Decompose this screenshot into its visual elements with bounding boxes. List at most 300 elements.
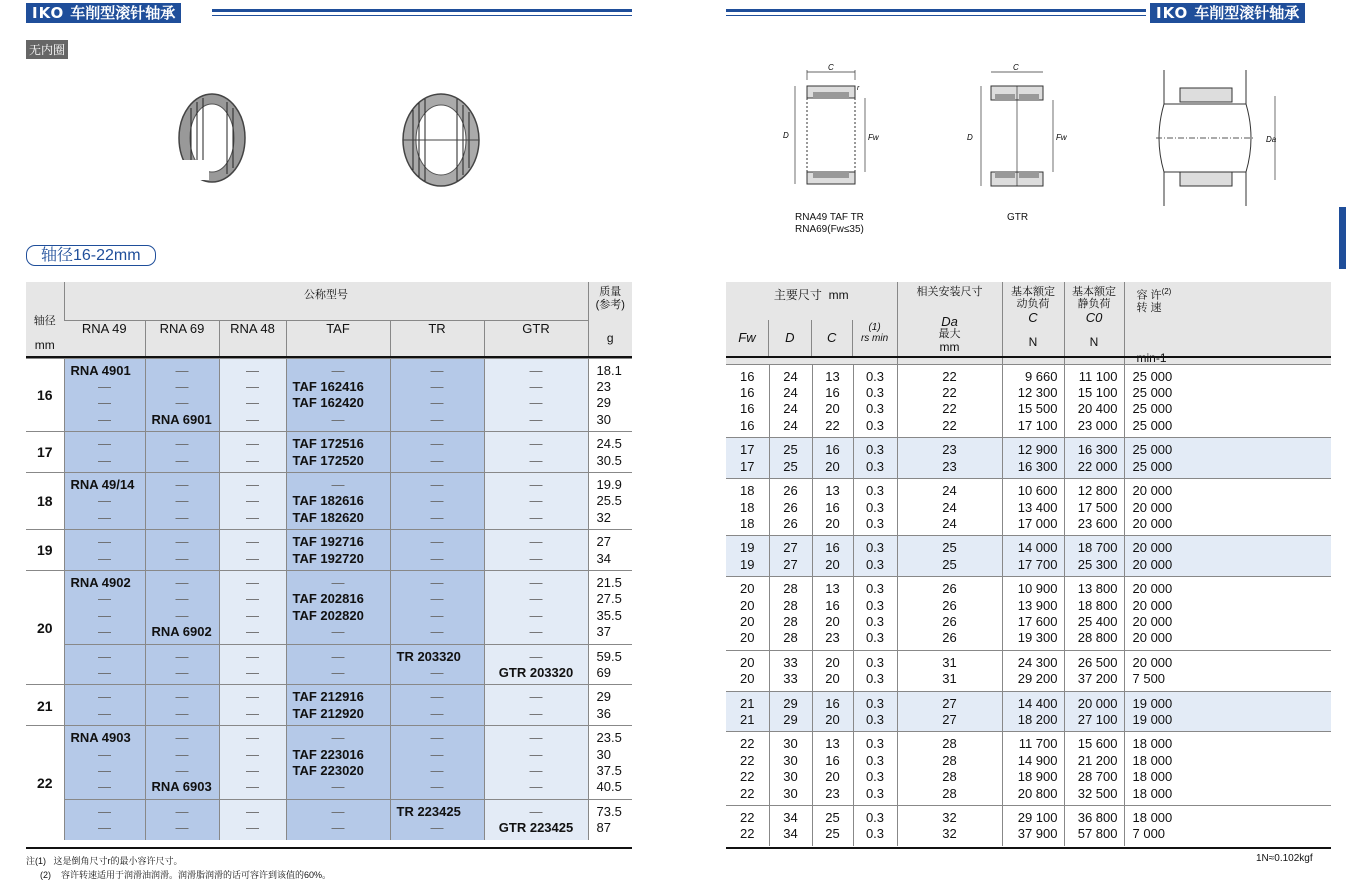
value: 26 — [942, 630, 957, 646]
value: 20 — [825, 671, 840, 687]
value: — — [529, 648, 543, 664]
left-header-rule — [26, 356, 632, 358]
value: 25 000 — [1132, 385, 1173, 401]
cell-mass — [588, 358, 632, 432]
value: — — [175, 705, 189, 721]
value: — — [430, 763, 444, 779]
value: — — [246, 574, 259, 590]
mass-sub: (参考) — [595, 299, 625, 311]
value: 19 — [740, 556, 755, 572]
value: — — [246, 591, 259, 607]
cell-rna49 — [64, 358, 145, 432]
mass-value: 59.5 — [596, 648, 622, 664]
value: 29 — [783, 711, 798, 727]
header-fw: Fw — [726, 320, 769, 358]
value: 13 — [825, 483, 840, 499]
value: — — [175, 509, 189, 525]
dyn-unit: N — [1028, 335, 1038, 349]
value: 25 — [825, 810, 840, 825]
value: 0.3 — [865, 769, 885, 785]
value: — — [175, 452, 189, 468]
value: 20 — [825, 654, 840, 670]
value: — — [331, 574, 345, 590]
cell-rna49 — [64, 685, 145, 726]
stat-unit: N — [1089, 335, 1099, 349]
value: 10 600 — [1017, 483, 1058, 499]
value: 16 — [740, 368, 755, 384]
value: 0.3 — [865, 736, 885, 752]
cell-col-1 — [769, 438, 812, 479]
header-shaft — [26, 282, 64, 358]
value: 18 000 — [1132, 785, 1173, 801]
value: 26 500 — [1077, 654, 1118, 670]
cell-col-2 — [812, 732, 853, 806]
value: — — [529, 746, 543, 762]
caption-line-1: RNA49 TAF TR — [795, 212, 864, 223]
cell-col-1 — [769, 650, 812, 691]
value: 0.3 — [865, 785, 885, 801]
cell-col-4 — [897, 438, 1002, 479]
value: 32 — [942, 826, 957, 842]
value: 13 — [825, 581, 840, 597]
cell-col-6 — [1064, 364, 1124, 438]
c-sym: C — [1028, 310, 1038, 325]
value: — — [98, 550, 111, 566]
side-index-tab — [1339, 207, 1346, 269]
value: — — [430, 362, 444, 378]
value: TR 223425 — [396, 803, 461, 819]
value: 20 000 — [1132, 483, 1173, 499]
mass-value: 27 — [596, 534, 611, 550]
value: 19 300 — [1017, 630, 1058, 646]
cell-rna49 — [64, 570, 145, 644]
cell-rna69 — [145, 644, 219, 685]
header-rule-left — [212, 9, 632, 16]
value: 12 300 — [1017, 385, 1058, 401]
value: 16 300 — [1077, 442, 1118, 458]
value: — — [529, 362, 543, 378]
table-row — [726, 479, 1331, 536]
footnote-2-mark: (2) — [40, 870, 51, 880]
cell-col-5 — [1002, 364, 1064, 438]
cell-rna69 — [145, 530, 219, 571]
value: — — [529, 436, 543, 452]
cell-taf — [286, 358, 390, 432]
value: 25 — [783, 458, 798, 474]
value: — — [331, 362, 345, 378]
value: — — [430, 493, 444, 509]
header-dynamic — [1002, 282, 1064, 364]
value: — — [430, 820, 444, 836]
value: — — [529, 395, 543, 411]
cell-gtr — [484, 530, 588, 571]
value: 32 — [942, 810, 957, 825]
value: — — [331, 730, 345, 746]
value: — — [331, 779, 345, 795]
value: 28 800 — [1077, 630, 1118, 646]
value: 37 900 — [1017, 826, 1058, 842]
value: 20 000 — [1132, 630, 1173, 646]
mass-value: 30 — [596, 411, 611, 427]
table-row — [726, 536, 1331, 577]
cell-rna48 — [219, 570, 286, 644]
cell-col-0 — [726, 806, 769, 846]
main-dims-unit: mm — [828, 288, 849, 302]
value: 15 600 — [1077, 736, 1118, 752]
value: — — [246, 436, 259, 452]
value: 20 000 — [1132, 540, 1173, 556]
section-drawing-gtr — [963, 62, 1073, 190]
cell-mass — [588, 726, 632, 800]
cell-col-7 — [1124, 691, 1331, 732]
value: 27 — [942, 711, 957, 727]
value: — — [430, 395, 444, 411]
value: 27 — [942, 695, 957, 711]
value: 16 — [825, 385, 840, 401]
header-static — [1064, 282, 1124, 364]
speed-note: (2) — [1161, 287, 1172, 296]
value: — — [529, 452, 543, 468]
value: — — [98, 395, 111, 411]
mass-value: 73.5 — [596, 803, 622, 819]
value: — — [430, 534, 444, 550]
value: — — [529, 534, 543, 550]
value: 31 — [942, 671, 957, 687]
mass-value: 87 — [596, 820, 611, 836]
value: 23 600 — [1077, 515, 1118, 531]
bore-range-label: 轴径16-22mm — [26, 245, 156, 266]
value: 28 — [942, 752, 957, 768]
cell-col-2 — [812, 691, 853, 732]
cell-col-3 — [853, 691, 897, 732]
cell-rna49 — [64, 799, 145, 839]
value: 14 900 — [1017, 752, 1058, 768]
value: — — [331, 820, 345, 836]
value: 15 100 — [1077, 385, 1118, 401]
value: 20 — [740, 581, 755, 597]
header-nominal: 公称型号 — [64, 282, 588, 320]
value: 20 — [825, 515, 840, 531]
cell-col-7 — [1124, 438, 1331, 479]
value: 15 500 — [1017, 401, 1058, 417]
cell-col-2 — [812, 577, 853, 651]
value: 16 — [825, 752, 840, 768]
value: 22 000 — [1077, 458, 1118, 474]
value: 20 000 — [1132, 654, 1173, 670]
cell-col-7 — [1124, 650, 1331, 691]
cell-rna49 — [64, 644, 145, 685]
drawing-caption-left — [795, 212, 864, 236]
value: — — [430, 607, 444, 623]
value: GTR 203320 — [498, 665, 574, 680]
value: TAF 212916 — [292, 689, 364, 705]
value: — — [430, 665, 444, 680]
value: — — [175, 763, 189, 779]
value: 24 — [942, 483, 957, 499]
col-rna69: RNA 69 — [145, 320, 219, 358]
value: 25 000 — [1132, 368, 1173, 384]
value: 0.3 — [865, 499, 885, 515]
cell-rna69 — [145, 799, 219, 839]
cell-col-7 — [1124, 479, 1331, 536]
cell-rna49 — [64, 726, 145, 800]
footnote-1-mark: 注(1) — [26, 856, 46, 866]
value: — — [175, 689, 189, 705]
value: 18 000 — [1132, 810, 1173, 825]
cell-col-0 — [726, 536, 769, 577]
cell-col-1 — [769, 536, 812, 577]
cell-col-0 — [726, 438, 769, 479]
value: 0.3 — [865, 752, 885, 768]
dim-fw-label: Fw — [1056, 133, 1067, 142]
value: TAF 162420 — [292, 395, 364, 411]
value: — — [98, 624, 111, 640]
value: 19 000 — [1132, 711, 1173, 727]
value: — — [331, 476, 345, 492]
cell-col-2 — [812, 479, 853, 536]
value: 0.3 — [865, 826, 885, 842]
value: 34 — [783, 826, 798, 842]
value: 25 300 — [1077, 556, 1118, 572]
table-row — [26, 726, 632, 800]
value: 25 — [825, 826, 840, 842]
value: 20 000 — [1132, 556, 1173, 572]
value: 20 800 — [1017, 785, 1058, 801]
value: 12 800 — [1077, 483, 1118, 499]
value: — — [98, 705, 111, 721]
mass-value: 30 — [596, 746, 611, 762]
table-row — [26, 570, 632, 644]
cell-col-4 — [897, 732, 1002, 806]
cell-tr — [390, 570, 484, 644]
cell-gtr — [484, 570, 588, 644]
value: GTR 223425 — [498, 820, 574, 836]
value: 29 200 — [1017, 671, 1058, 687]
value: — — [175, 665, 189, 680]
shaft-diameter: 22 — [26, 726, 64, 840]
cell-taf — [286, 432, 390, 473]
header-mass — [588, 282, 632, 358]
value: 31 — [942, 654, 957, 670]
value: — — [175, 493, 189, 509]
main-dims-sub — [726, 320, 897, 358]
value: 22 — [740, 785, 755, 801]
value: 0.3 — [865, 695, 885, 711]
caption-line-2: RNA69(Fw≤35) — [795, 224, 864, 235]
cell-rna69 — [145, 358, 219, 432]
value: 17 100 — [1017, 417, 1058, 433]
value: — — [175, 550, 189, 566]
col-tr: TR — [390, 320, 484, 358]
value: 16 — [825, 442, 840, 458]
cell-tr — [390, 685, 484, 726]
value: 27 100 — [1077, 711, 1118, 727]
value: 7 000 — [1132, 826, 1166, 842]
value: 22 — [740, 769, 755, 785]
value: 0.3 — [865, 810, 885, 825]
value: 28 — [783, 630, 798, 646]
value: — — [331, 665, 345, 680]
value: — — [430, 624, 444, 640]
header-d: D — [769, 320, 812, 358]
mass-value: 23 — [596, 378, 611, 394]
shaft-label: 轴径 — [33, 315, 56, 327]
value: 28 — [783, 581, 798, 597]
cell-rna69 — [145, 570, 219, 644]
value: 17 600 — [1017, 613, 1058, 629]
value: 18 000 — [1132, 736, 1173, 752]
cell-col-5 — [1002, 732, 1064, 806]
left-bottom-rule — [26, 847, 632, 849]
value: — — [246, 689, 259, 705]
value: TAF 182620 — [292, 509, 364, 525]
value: 14 400 — [1017, 695, 1058, 711]
value: 27 — [783, 540, 798, 556]
value: 9 660 — [1024, 368, 1058, 384]
value: — — [175, 820, 189, 836]
cell-col-4 — [897, 536, 1002, 577]
value: — — [529, 509, 543, 525]
dyn-label: 基本额定 — [1011, 286, 1055, 298]
value: — — [529, 779, 543, 795]
value: 33 — [783, 671, 798, 687]
value: — — [430, 378, 444, 394]
cell-col-1 — [769, 691, 812, 732]
dyn-label-2: 动负荷 — [1016, 298, 1050, 310]
nominal-number-table — [26, 282, 632, 840]
value: 57 800 — [1077, 826, 1118, 842]
value: — — [246, 624, 259, 640]
value: 24 — [783, 401, 798, 417]
value: TAF 202816 — [292, 591, 364, 607]
value: 25 — [783, 442, 798, 458]
value: 24 300 — [1017, 654, 1058, 670]
value: 22 — [740, 826, 755, 842]
value: — — [529, 476, 543, 492]
value: 28 — [783, 613, 798, 629]
value: — — [430, 550, 444, 566]
value: — — [430, 730, 444, 746]
value: 24 — [942, 515, 957, 531]
col-rna48: RNA 48 — [219, 320, 286, 358]
table-row — [26, 432, 632, 473]
value: 0.3 — [865, 458, 885, 474]
value: — — [430, 476, 444, 492]
value: — — [246, 665, 259, 680]
value: 24 — [783, 417, 798, 433]
value: — — [175, 362, 189, 378]
cell-col-7 — [1124, 732, 1331, 806]
value: — — [430, 689, 444, 705]
cell-col-6 — [1064, 732, 1124, 806]
mounting-drawing — [1150, 68, 1285, 210]
value: — — [529, 493, 543, 509]
value: 24 — [783, 368, 798, 384]
value: 20 000 — [1077, 695, 1118, 711]
dim-da-label: Da — [1266, 135, 1277, 144]
value: — — [246, 550, 259, 566]
header-mount — [897, 282, 1002, 364]
value: — — [246, 763, 259, 779]
cell-col-6 — [1064, 438, 1124, 479]
value: 26 — [942, 597, 957, 613]
value: — — [430, 509, 444, 525]
value: — — [529, 550, 543, 566]
value: — — [430, 779, 444, 795]
table-row — [726, 577, 1331, 651]
col-rna49: RNA 49 — [64, 320, 145, 358]
value: 0.3 — [865, 630, 885, 646]
value: RNA 6902 — [151, 624, 212, 640]
value: 18 900 — [1017, 769, 1058, 785]
value: TR 203320 — [396, 648, 461, 664]
table-row — [26, 799, 632, 839]
value: 28 — [942, 785, 957, 801]
value: TAF 212920 — [292, 705, 364, 721]
footnote-2 — [40, 868, 331, 881]
mass-value: 29 — [596, 689, 611, 705]
value: 18 — [740, 515, 755, 531]
value: 22 — [740, 736, 755, 752]
value: — — [175, 803, 189, 819]
section-drawing-rna49 — [775, 62, 885, 190]
stat-label-2: 静负荷 — [1077, 298, 1111, 310]
value: 33 — [783, 654, 798, 670]
value: — — [175, 730, 189, 746]
mass-value: 34 — [596, 550, 611, 566]
da-label: Da — [941, 314, 958, 329]
value: — — [175, 436, 189, 452]
value: — — [246, 730, 259, 746]
cell-col-6 — [1064, 691, 1124, 732]
cell-rna69 — [145, 472, 219, 529]
value: 20 — [740, 613, 755, 629]
value: RNA 4903 — [70, 730, 131, 746]
value: — — [529, 689, 543, 705]
value: 0.3 — [865, 442, 885, 458]
value: 23 — [825, 630, 840, 646]
value: 16 — [740, 385, 755, 401]
cell-col-3 — [853, 479, 897, 536]
value: 26 — [783, 483, 798, 499]
cell-col-0 — [726, 479, 769, 536]
value: 28 — [942, 736, 957, 752]
value: 22 — [740, 752, 755, 768]
cell-gtr — [484, 432, 588, 473]
value: 0.3 — [865, 581, 885, 597]
cell-col-7 — [1124, 536, 1331, 577]
bearing-photo-open-icon — [175, 88, 250, 188]
value: — — [430, 705, 444, 721]
cell-col-7 — [1124, 364, 1331, 438]
cell-col-0 — [726, 577, 769, 651]
value: — — [246, 395, 259, 411]
value: — — [98, 534, 111, 550]
mass-value: 37 — [596, 624, 611, 640]
value: — — [98, 411, 111, 427]
rs-label: rs min — [860, 333, 889, 344]
dim-fw-label: Fw — [868, 133, 879, 142]
value: 21 — [740, 695, 755, 711]
cell-mass — [588, 644, 632, 685]
header-title-left: 车削型滚针轴承 — [70, 5, 176, 22]
cell-col-0 — [726, 691, 769, 732]
value: TAF 202820 — [292, 607, 364, 623]
col-taf: TAF — [286, 320, 390, 358]
value: 18 — [740, 483, 755, 499]
value: 0.3 — [865, 417, 885, 433]
cell-rna48 — [219, 644, 286, 685]
